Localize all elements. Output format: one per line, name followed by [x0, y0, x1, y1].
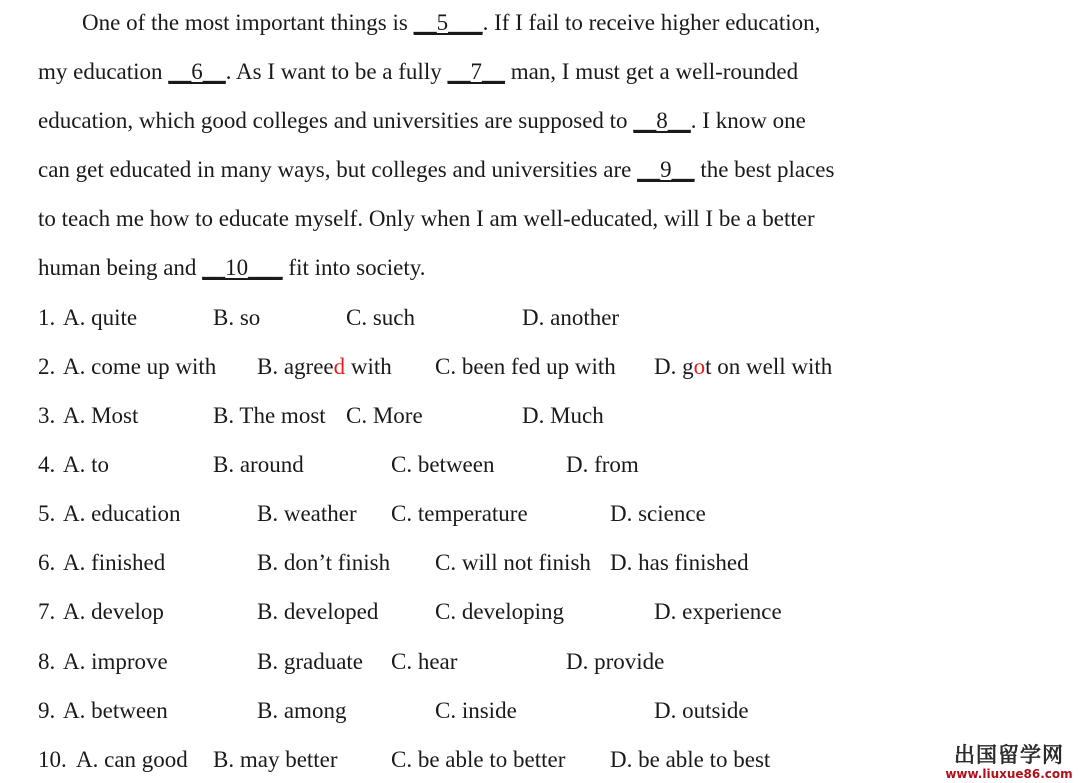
question-number: 9.: [38, 698, 56, 723]
option-a: A. quite: [63, 305, 138, 330]
option-b: B. graduate: [257, 649, 364, 674]
blank-10: __10___: [202, 255, 283, 280]
option-d-text: t on well with: [705, 354, 833, 379]
option-c: C. inside: [435, 698, 517, 723]
option-b: B. may better: [213, 747, 338, 772]
option-b: B. so: [213, 305, 261, 330]
option-c: C. More: [346, 403, 423, 428]
question-number: 7.: [38, 599, 56, 624]
passage-line-1: [82, 9, 820, 37]
option-b-text: with: [345, 354, 392, 379]
passage-text: . I know one: [690, 108, 806, 133]
passage-text: One of the most important things is: [82, 10, 414, 35]
option-d: D. science: [610, 501, 706, 526]
option-b: B. weather: [257, 501, 357, 526]
option-a: A. to: [63, 452, 109, 477]
option-a: A. between: [63, 698, 168, 723]
option-d: D. Much: [522, 403, 604, 428]
blank-9: __9__: [637, 157, 695, 182]
passage-text: the best places: [694, 157, 835, 182]
option-c: C. hear: [391, 649, 458, 674]
passage-line-2: [38, 58, 798, 86]
passage-line-3: [38, 107, 806, 135]
blank-7: __7__: [447, 59, 505, 84]
option-c: C. temperature: [391, 501, 528, 526]
option-c: C. developing: [435, 599, 565, 624]
question-number: 10.: [38, 747, 67, 772]
passage-text: my education: [38, 59, 169, 84]
option-a: A. education: [63, 501, 181, 526]
passage-text: education, which good colleges and universities are supposed to: [38, 108, 634, 133]
watermark-url: www.liuxue86.com: [945, 767, 1073, 781]
option-d-text: D. g: [654, 354, 694, 379]
option-b: [257, 353, 392, 381]
passage-text: . If I fail to receive higher education,: [482, 10, 821, 35]
passage-line-6: [38, 254, 426, 282]
blank-8: __8__: [633, 108, 691, 133]
option-c: C. be able to better: [391, 747, 566, 772]
highlight-letter: d: [333, 354, 346, 379]
option-a: A. develop: [63, 599, 164, 624]
option-d: D. from: [566, 452, 639, 477]
option-d: D. has finished: [610, 550, 749, 575]
option-b: B. around: [213, 452, 304, 477]
option-a: A. Most: [63, 403, 139, 428]
blank-5: __5___: [413, 10, 483, 35]
option-c: C. such: [346, 305, 415, 330]
question-number: 8.: [38, 649, 56, 674]
option-b-text: B. agree: [257, 354, 334, 379]
passage-line-5: [38, 205, 815, 233]
question-number: 3.: [38, 403, 56, 428]
question-number: 5.: [38, 501, 56, 526]
option-d: D. experience: [654, 599, 782, 624]
watermark-title: 出国留学网: [954, 743, 1064, 767]
option-b: B. The most: [213, 403, 326, 428]
watermark: [944, 743, 1074, 781]
passage-text: can get educated in many ways, but colleges and universities are: [38, 157, 638, 182]
option-c: C. been fed up with: [435, 354, 616, 379]
option-d: D. be able to best: [610, 747, 771, 772]
option-a: A. finished: [63, 550, 166, 575]
question-number: 6.: [38, 550, 56, 575]
question-number: 1.: [38, 305, 56, 330]
blank-6: __6__: [168, 59, 226, 84]
passage-text: fit into society.: [282, 255, 426, 280]
option-b: B. don’t finish: [257, 550, 391, 575]
passage-text: to teach me how to educate myself. Only when I am well-educated, will I be a better: [38, 206, 815, 231]
option-b: B. developed: [257, 599, 379, 624]
highlight-letter: o: [693, 354, 706, 379]
passage-text: . As I want to be a fully: [225, 59, 448, 84]
option-d: [654, 353, 832, 381]
option-a: A. come up with: [63, 354, 217, 379]
option-d: D. another: [522, 305, 620, 330]
question-number: 2.: [38, 354, 56, 379]
option-c: C. between: [391, 452, 495, 477]
question-number: 4.: [38, 452, 56, 477]
option-b: B. among: [257, 698, 347, 723]
option-a: A. improve: [63, 649, 168, 674]
passage-text: human being and: [38, 255, 203, 280]
option-c: C. will not finish: [435, 550, 591, 575]
passage-line-4: [38, 156, 834, 184]
option-d: D. provide: [566, 649, 665, 674]
option-a: A. can good: [76, 747, 188, 772]
option-d: D. outside: [654, 698, 749, 723]
passage-text: man, I must get a well-rounded: [504, 59, 799, 84]
